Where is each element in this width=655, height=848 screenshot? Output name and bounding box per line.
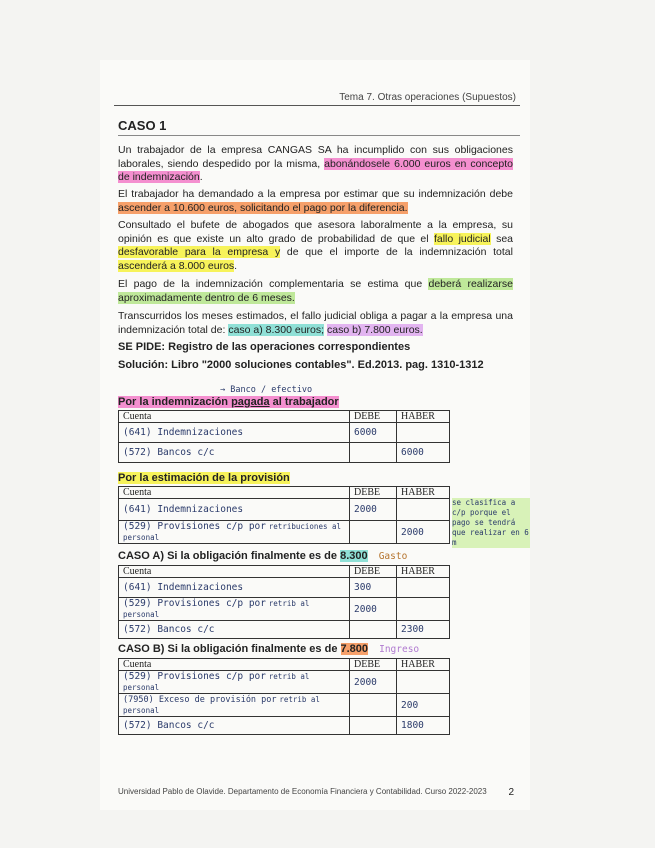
table-row (119, 578, 450, 598)
paragraph-5 (118, 310, 513, 337)
t3-label (118, 550, 407, 562)
p3-highlight-1: fallo judicial (433, 232, 491, 245)
row-haber (397, 423, 450, 443)
col-haber: HABER (397, 411, 450, 423)
row-cuenta-extra: retrib al personal (123, 695, 320, 715)
row-cuenta-text: (7950) Exceso de provisión por (123, 695, 277, 705)
row-cuenta (119, 521, 350, 544)
margin-note-provision: se clasifica a c/p porque el pago se tendrá que realizar en 6 m (452, 498, 529, 547)
p5-highlight-1: caso a) 8.300 euros; (228, 323, 325, 336)
row-haber (397, 578, 450, 598)
row-debe: 2000 (350, 499, 397, 521)
paragraph-1 (118, 144, 513, 185)
ledger-table-3 (118, 565, 450, 639)
col-haber: HABER (397, 566, 450, 578)
row-debe (350, 694, 397, 717)
p3-text-3: de que el importe de la indemnización total (280, 246, 513, 258)
col-debe: DEBE (350, 566, 397, 578)
t4-label-a: CASO B) Si la obligación finalmente es de (118, 643, 341, 655)
t1-label-b: al trabajador (269, 396, 339, 408)
se-pide: SE PIDE: Registro de las operaciones correspondientes (118, 341, 411, 353)
table-row (119, 499, 450, 521)
bank-note: → Banco / efectivo (220, 385, 313, 395)
t3-label-a: CASO A) Si la obligación finalmente es de (118, 550, 341, 562)
row-haber: 6000 (397, 443, 450, 463)
t4-label-hl: 7.800 (340, 643, 369, 655)
p5-text: Transcurridos los meses estimados, el fallo judicial obliga a pagar a la empresa una indemnización total de: (118, 310, 513, 336)
row-cuenta-extra: retrib al personal (123, 672, 310, 692)
col-debe: DEBE (350, 487, 397, 499)
table-row (119, 423, 450, 443)
col-haber: HABER (397, 659, 450, 671)
t1-label-hl: pagada (231, 396, 270, 408)
bank-note-text: Banco / efectivo (230, 385, 313, 395)
p4-text: El pago de la indemnización complementaria se estima que (118, 278, 429, 290)
p3-text: Consultado el bufete de abogados que asesora laboralmente a la empresa, su opinión es que existe un alto grado de probabilidad de que el (118, 219, 513, 245)
footer-text: Universidad Pablo de Olavide. Departamento de Economía Financiera y Contabilidad. Curso 2022-2023 (118, 787, 487, 796)
col-debe: DEBE (350, 659, 397, 671)
row-cuenta: (641) Indemnizaciones (119, 578, 350, 598)
table-row (119, 598, 450, 621)
t2-label-text: Por la estimación de la provisión (118, 472, 290, 484)
row-debe: 6000 (350, 423, 397, 443)
page-number: 2 (508, 787, 514, 798)
col-haber: HABER (397, 487, 450, 499)
row-debe (350, 443, 397, 463)
paragraph-3 (118, 219, 513, 273)
paragraph-2 (118, 188, 513, 215)
p2-highlight: ascender a 10.600 euros, solicitando el pago por la diferencia. (118, 201, 408, 214)
paragraph-4 (118, 278, 513, 305)
row-cuenta-text: (529) Provisiones c/p por (123, 598, 266, 609)
col-cuenta: Cuenta (119, 659, 350, 671)
col-cuenta: Cuenta (119, 487, 350, 499)
row-cuenta: (572) Bancos c/c (119, 621, 350, 639)
row-cuenta: (572) Bancos c/c (119, 717, 350, 735)
row-cuenta-extra: retribuciones al personal (123, 522, 342, 542)
ledger-table-2 (118, 486, 450, 544)
row-debe: 2000 (350, 598, 397, 621)
p5-highlight-2: caso b) 7.800 euros. (326, 323, 423, 336)
row-cuenta: (641) Indemnizaciones (119, 423, 350, 443)
row-debe: 2000 (350, 671, 397, 694)
row-cuenta (119, 694, 350, 717)
row-cuenta: (641) Indemnizaciones (119, 499, 350, 521)
row-haber (397, 671, 450, 694)
t4-note: Ingreso (379, 644, 420, 655)
row-cuenta-text: (529) Provisiones c/p por (123, 521, 266, 532)
col-cuenta: Cuenta (119, 411, 350, 423)
table-row (119, 717, 450, 735)
ledger-table-4 (118, 658, 450, 735)
p2-text: El trabajador ha demandado a la empresa por estimar que su indemnización debe (118, 188, 513, 200)
t3-label-hl: 8.300 (340, 550, 368, 562)
row-debe (350, 521, 397, 544)
t3-note: Gasto (378, 551, 408, 562)
p1-highlight: abonándosele 6.000 euros en concepto de indemnización (118, 157, 513, 183)
p1-end: . (199, 171, 203, 183)
row-cuenta-text: (529) Provisiones c/p por (123, 671, 266, 682)
row-debe (350, 621, 397, 639)
p4-highlight: deberá realizarse aproximadamente dentro de 6 meses. (118, 278, 513, 304)
row-haber: 2300 (397, 621, 450, 639)
t1-label (118, 396, 339, 408)
row-cuenta: (572) Bancos c/c (119, 443, 350, 463)
t2-label (118, 472, 290, 484)
col-cuenta: Cuenta (119, 566, 350, 578)
p1-text: Un trabajador de la empresa CANGAS SA ha incumplido con sus obligaciones laborales, siendo despedido por la misma, (118, 144, 513, 170)
p3-highlight-2: desfavorable para la empresa y (118, 246, 281, 258)
table-row (119, 694, 450, 717)
title-rule (118, 135, 520, 136)
case-title: CASO 1 (118, 118, 167, 133)
p3-highlight-3: ascenderá a 8.000 euros (118, 259, 235, 272)
table-row (119, 621, 450, 639)
row-cuenta (119, 671, 350, 694)
document-page (100, 60, 530, 810)
row-cuenta (119, 598, 350, 621)
table-row (119, 443, 450, 463)
t4-label (118, 643, 419, 655)
table-row (119, 671, 450, 694)
row-haber: 1800 (397, 717, 450, 735)
ledger-table-1 (118, 410, 450, 463)
t1-label-a: Por la indemnización (118, 396, 232, 408)
p3-text-2: sea (490, 232, 513, 245)
row-haber: 200 (397, 694, 450, 717)
solucion: Solución: Libro "2000 soluciones contables". Ed.2013. pag. 1310-1312 (118, 359, 484, 371)
header-rule (114, 105, 520, 106)
row-cuenta-extra: retrib al personal (123, 599, 310, 619)
row-haber: 2000 (397, 521, 450, 544)
col-debe: DEBE (350, 411, 397, 423)
row-debe: 300 (350, 578, 397, 598)
row-haber (397, 499, 450, 521)
row-haber (397, 598, 450, 621)
row-debe (350, 717, 397, 735)
table-row (119, 521, 450, 544)
p3-end: . (234, 259, 238, 272)
chapter-header: Tema 7. Otras operaciones (Supuestos) (339, 92, 516, 103)
